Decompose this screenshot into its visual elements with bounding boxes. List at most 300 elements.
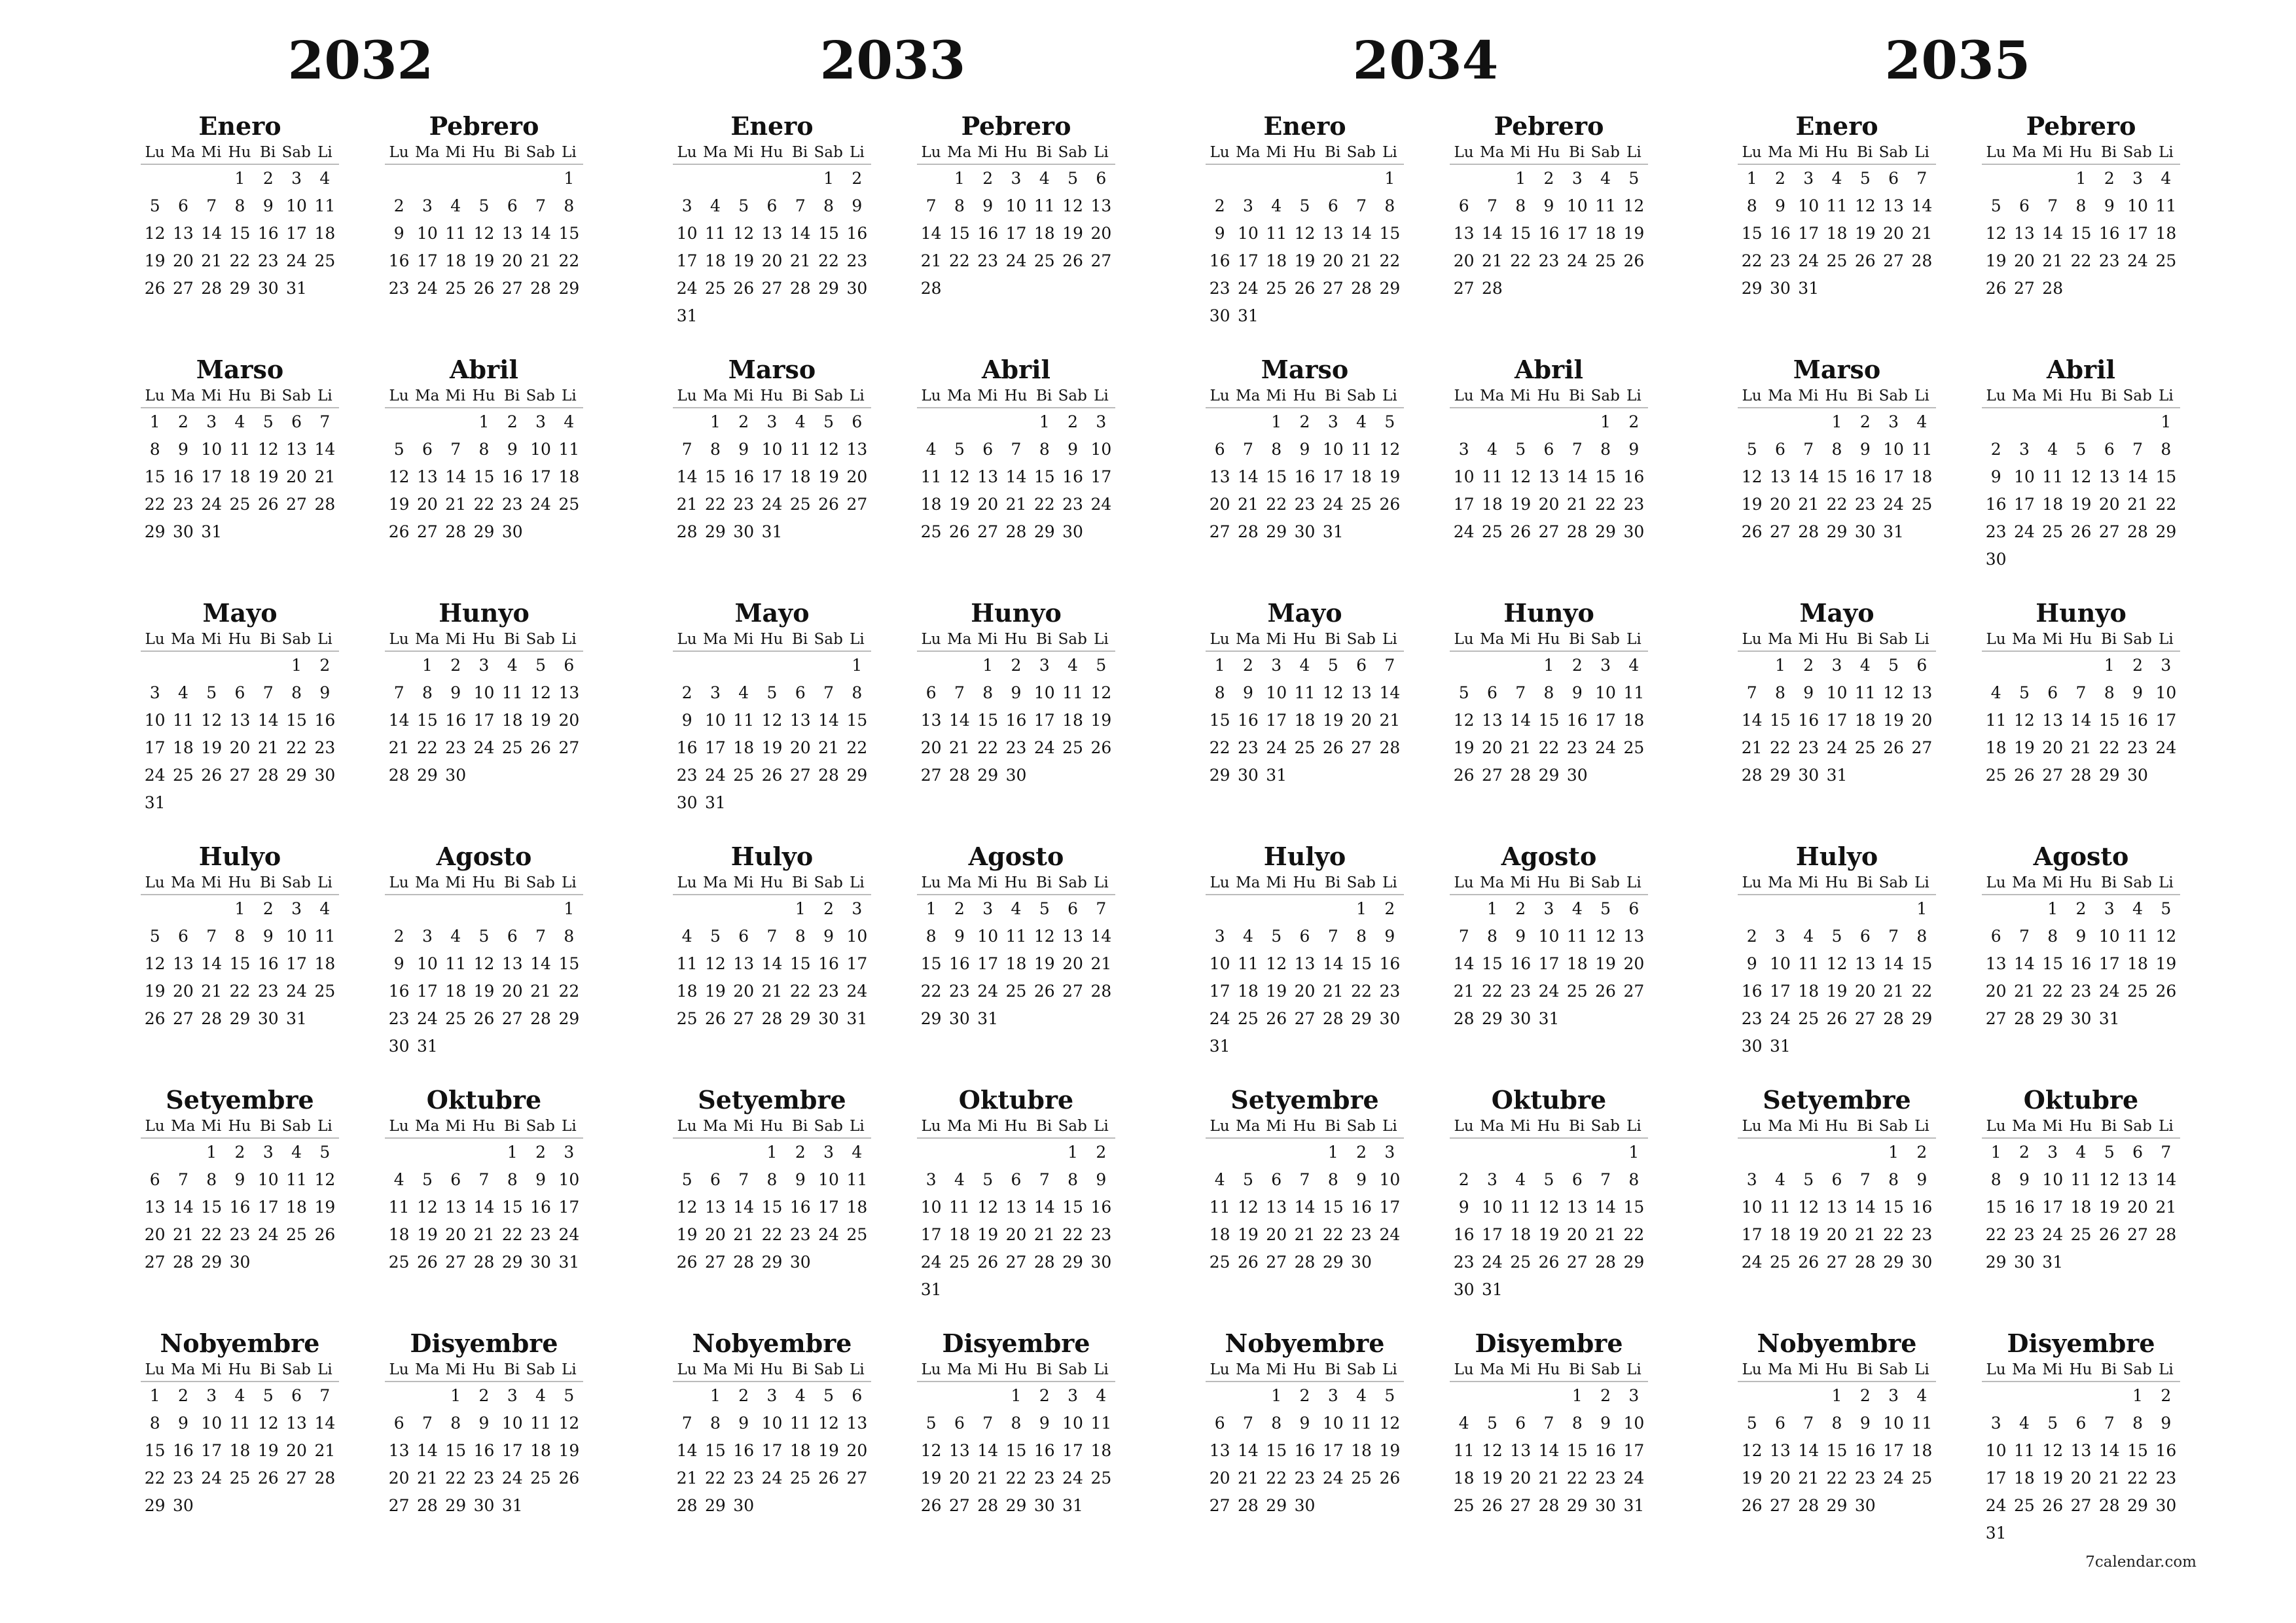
day-cell: 27 [173, 1009, 194, 1028]
day-cell: 6 [2132, 1143, 2144, 1162]
day-cell: 26 [1379, 1469, 1401, 1488]
day-cell: 12 [530, 683, 551, 702]
weekday-label: Ma [415, 1361, 440, 1378]
day-empty [1738, 408, 1766, 436]
month-2034-4 [1450, 355, 1648, 546]
day-cell: 20 [977, 495, 999, 514]
day-cell: 28 [1322, 1009, 1344, 1028]
day-cell: 29 [1005, 1496, 1027, 1515]
month-2035-7 [1738, 842, 1936, 1060]
day-cell: 18 [1595, 224, 1616, 243]
day-cell: 19 [2070, 495, 2092, 514]
day-cell: 22 [705, 495, 726, 514]
day-cell: 9 [393, 954, 404, 973]
weekday-label: Ma [2012, 387, 2037, 404]
day-cell: 22 [1595, 495, 1616, 514]
day-cell: 21 [445, 495, 467, 514]
day-cell: 8 [954, 196, 965, 215]
weekday-label: Mi [1798, 631, 1819, 648]
weekday-label: Lu [677, 1118, 697, 1135]
day-cell: 28 [2070, 766, 2092, 785]
weekday-label: Li [317, 1118, 332, 1135]
weekday-label: Li [1914, 874, 1929, 891]
month-2034-1 [1206, 111, 1404, 330]
day-cell: 13 [846, 440, 868, 459]
weekday-label: Hu [1537, 387, 1560, 404]
day-empty [2039, 408, 2067, 436]
day-cell: 4 [2132, 899, 2144, 918]
day-cell: 13 [388, 1441, 410, 1460]
day-cell: 20 [1482, 738, 1503, 757]
weekday-label: Li [317, 631, 332, 648]
day-cell: 7 [2018, 927, 2030, 946]
day-cell: 12 [1453, 711, 1475, 730]
day-cell: 19 [201, 738, 223, 757]
day-cell: 13 [846, 1414, 868, 1433]
day-empty [1982, 165, 2010, 192]
day-empty [1234, 1382, 1262, 1410]
day-cell: 4 [1458, 1414, 1469, 1433]
day-cell: 23 [949, 982, 970, 1001]
day-grid [385, 408, 583, 546]
day-cell: 4 [1600, 169, 1611, 188]
day-grid [673, 165, 871, 330]
day-cell: 13 [1623, 927, 1645, 946]
day-cell: 19 [1741, 1469, 1763, 1488]
day-cell: 14 [1798, 1441, 1820, 1460]
day-cell: 22 [473, 495, 495, 514]
day-cell: 13 [1266, 1198, 1287, 1217]
day-cell: 6 [1859, 927, 1871, 946]
day-cell: 16 [2014, 1198, 2035, 1217]
day-cell: 11 [676, 954, 698, 973]
day-cell: 24 [1826, 738, 1848, 757]
day-cell: 6 [1774, 1414, 1785, 1433]
day-cell: 6 [1831, 1170, 1842, 1189]
day-cell: 20 [558, 711, 580, 730]
month-2035-12 [1982, 1329, 2180, 1547]
weekday-label: Li [1626, 144, 1641, 161]
weekday-header [1982, 628, 2180, 652]
day-cell: 27 [2042, 766, 2064, 785]
weekday-label: Bi [1035, 631, 1052, 648]
day-cell: 10 [286, 927, 307, 946]
day-cell: 3 [1096, 412, 1107, 431]
day-cell: 4 [709, 196, 721, 215]
day-empty [385, 652, 413, 679]
day-cell: 13 [733, 954, 755, 973]
day-cell: 14 [676, 467, 698, 486]
day-cell: 6 [1628, 899, 1640, 918]
weekday-label: Ma [947, 387, 972, 404]
day-cell: 12 [314, 1170, 336, 1189]
day-cell: 5 [1628, 169, 1640, 188]
month-name: Hulyo [730, 842, 814, 871]
day-cell: 18 [445, 982, 467, 1001]
day-empty [1002, 1139, 1030, 1166]
day-cell: 2 [1515, 899, 1526, 918]
day-cell: 15 [1566, 1441, 1588, 1460]
day-cell: 4 [2047, 440, 2058, 459]
day-empty [141, 652, 169, 679]
day-cell: 13 [1538, 467, 1560, 486]
day-cell: 20 [733, 982, 755, 1001]
day-cell: 4 [1916, 412, 1928, 431]
day-cell: 29 [1566, 1496, 1588, 1515]
day-cell: 10 [201, 1414, 223, 1433]
day-cell: 16 [173, 1441, 194, 1460]
day-cell: 18 [1566, 954, 1588, 973]
day-cell: 15 [1985, 1198, 2007, 1217]
day-empty [1347, 165, 1375, 192]
day-cell: 1 [291, 656, 302, 675]
day-cell: 7 [1011, 440, 1022, 459]
day-cell: 10 [1883, 440, 1904, 459]
year-2033 [628, 0, 1158, 1597]
day-empty [385, 1382, 413, 1410]
day-cell: 17 [1770, 982, 1791, 1001]
day-cell: 24 [2042, 1225, 2064, 1244]
month-name: Nobyembre [1225, 1329, 1385, 1358]
day-cell: 18 [314, 224, 336, 243]
day-empty [1851, 895, 1879, 923]
day-cell: 5 [478, 196, 490, 215]
day-cell: 29 [445, 1496, 467, 1515]
day-cell: 2 [1096, 1143, 1107, 1162]
day-cell: 12 [1741, 1441, 1763, 1460]
day-cell: 16 [2098, 224, 2120, 243]
day-cell: 13 [1510, 1441, 1532, 1460]
day-cell: 26 [473, 1009, 495, 1028]
day-cell: 20 [1062, 954, 1083, 973]
day-cell: 12 [144, 224, 166, 243]
day-cell: 20 [1209, 495, 1230, 514]
day-cell: 19 [1033, 954, 1055, 973]
day-cell: 5 [149, 196, 160, 215]
day-cell: 9 [1067, 440, 1079, 459]
day-cell: 4 [1356, 1386, 1367, 1405]
day-cell: 8 [709, 440, 721, 459]
day-cell: 27 [1538, 522, 1560, 541]
day-empty [141, 1139, 169, 1166]
day-cell: 29 [1826, 522, 1848, 541]
day-grid [1450, 408, 1648, 546]
day-cell: 20 [1322, 251, 1344, 270]
day-cell: 4 [954, 1170, 965, 1189]
day-empty [1535, 1139, 1563, 1166]
day-cell: 4 [852, 1143, 863, 1162]
day-cell: 20 [1770, 495, 1791, 514]
day-cell: 22 [1911, 982, 1933, 1001]
day-cell: 13 [286, 1414, 307, 1433]
day-grid [1738, 408, 1936, 546]
day-cell: 30 [314, 766, 336, 785]
day-cell: 5 [422, 1170, 433, 1189]
day-cell: 31 [1623, 1496, 1645, 1515]
day-cell: 2 [795, 1143, 806, 1162]
day-cell: 2 [319, 656, 331, 675]
weekday-label: Lu [389, 387, 409, 404]
day-cell: 19 [473, 251, 495, 270]
footer-site-credit[interactable]: 7calendar.com [2085, 1554, 2197, 1571]
day-cell: 16 [1854, 1441, 1876, 1460]
day-cell: 3 [1458, 440, 1469, 459]
day-cell: 29 [818, 279, 839, 298]
day-cell: 16 [314, 711, 336, 730]
day-cell: 3 [982, 899, 994, 918]
day-cell: 14 [314, 1414, 336, 1433]
day-cell: 19 [417, 1225, 438, 1244]
weekday-label: Lu [921, 874, 941, 891]
weekday-label: Mi [2042, 874, 2063, 891]
day-cell: 25 [229, 1469, 251, 1488]
day-cell: 24 [2155, 738, 2177, 757]
day-grid [1982, 1382, 2180, 1547]
month-2033-10 [917, 1085, 1115, 1304]
day-cell: 23 [1798, 738, 1820, 757]
day-cell: 2 [823, 899, 834, 918]
day-cell: 7 [2047, 196, 2058, 215]
weekday-label: Ma [947, 144, 972, 161]
day-cell: 6 [1888, 169, 1899, 188]
weekday-label: Mi [2042, 1118, 2063, 1135]
day-cell: 30 [2070, 1009, 2092, 1028]
day-cell: 24 [144, 766, 166, 785]
day-cell: 3 [852, 899, 863, 918]
day-cell: 11 [1798, 954, 1820, 973]
day-cell: 20 [1985, 982, 2007, 1001]
day-cell: 9 [507, 440, 518, 459]
day-empty [974, 1139, 1002, 1166]
day-cell: 14 [2155, 1170, 2177, 1189]
day-cell: 16 [1510, 954, 1532, 973]
day-cell: 8 [1916, 927, 1928, 946]
day-cell: 15 [1379, 224, 1401, 243]
weekday-label: Li [1914, 387, 1929, 404]
day-cell: 1 [1571, 1386, 1583, 1405]
day-cell: 17 [761, 467, 783, 486]
day-cell: 2 [1067, 412, 1079, 431]
day-cell: 5 [564, 1386, 575, 1405]
weekday-label: Ma [1236, 874, 1261, 891]
year-2035 [1693, 0, 2223, 1597]
day-cell: 23 [733, 1469, 755, 1488]
weekday-label: Hu [760, 387, 783, 404]
day-cell: 16 [1351, 1198, 1372, 1217]
weekday-label: Ma [947, 1361, 972, 1378]
month-name: Enero [198, 111, 281, 141]
day-cell: 31 [1883, 522, 1904, 541]
weekday-label: Hu [228, 1118, 251, 1135]
day-cell: 20 [920, 738, 942, 757]
weekday-label: Lu [1986, 1361, 2006, 1378]
day-cell: 26 [530, 738, 551, 757]
day-cell: 6 [1486, 683, 1498, 702]
day-cell: 19 [920, 1469, 942, 1488]
weekday-label: Mi [1510, 631, 1531, 648]
day-cell: 22 [1566, 1469, 1588, 1488]
day-cell: 8 [2161, 440, 2172, 459]
day-cell: 18 [1911, 467, 1933, 486]
weekday-label: Lu [921, 631, 941, 648]
weekday-label: Hu [760, 631, 783, 648]
weekday-label: Li [850, 1361, 865, 1378]
day-empty [169, 652, 197, 679]
day-cell: 17 [1322, 467, 1344, 486]
day-empty [169, 895, 197, 923]
day-grid [1450, 895, 1648, 1033]
day-cell: 14 [1453, 954, 1475, 973]
day-cell: 15 [1741, 224, 1763, 243]
weekday-label: Bi [503, 387, 520, 404]
day-cell: 19 [1266, 982, 1287, 1001]
day-cell: 20 [2098, 495, 2120, 514]
day-cell: 21 [1566, 495, 1588, 514]
day-cell: 2 [852, 169, 863, 188]
day-cell: 23 [1741, 1009, 1763, 1028]
weekday-label: Lu [1742, 144, 1762, 161]
day-cell: 15 [761, 1198, 783, 1217]
day-cell: 6 [393, 1414, 404, 1433]
day-cell: 23 [1854, 495, 1876, 514]
day-cell: 8 [2104, 683, 2115, 702]
weekday-label: Sab [1058, 631, 1087, 648]
day-cell: 1 [478, 412, 490, 431]
day-cell: 14 [2098, 1441, 2120, 1460]
day-grid [385, 895, 583, 1060]
day-cell: 6 [234, 683, 245, 702]
day-cell: 18 [2127, 954, 2148, 973]
day-cell: 21 [530, 251, 551, 270]
day-cell: 16 [1741, 982, 1763, 1001]
month-name: Nobyembre [160, 1329, 320, 1358]
day-empty [2123, 408, 2151, 436]
day-grid [385, 1139, 583, 1276]
day-cell: 6 [709, 1170, 721, 1189]
day-cell: 3 [422, 196, 433, 215]
day-empty [1535, 1382, 1563, 1410]
day-grid [1982, 895, 2180, 1033]
day-cell: 8 [1486, 927, 1498, 946]
year-2034 [1160, 0, 1691, 1597]
day-cell: 25 [676, 1009, 698, 1028]
day-cell: 19 [1985, 251, 2007, 270]
day-cell: 5 [681, 1170, 692, 1189]
day-cell: 1 [234, 169, 245, 188]
day-cell: 7 [681, 440, 692, 459]
day-cell: 20 [501, 982, 523, 1001]
weekday-label: Ma [1480, 144, 1505, 161]
day-cell: 21 [920, 251, 942, 270]
day-cell: 28 [1351, 279, 1372, 298]
day-cell: 12 [417, 1198, 438, 1217]
day-cell: 4 [1242, 927, 1253, 946]
day-cell: 7 [925, 196, 937, 215]
day-cell: 11 [501, 683, 523, 702]
day-cell: 10 [1623, 1414, 1645, 1433]
day-cell: 22 [144, 495, 166, 514]
weekday-label: Bi [259, 1118, 276, 1135]
day-cell: 8 [1831, 1414, 1842, 1433]
day-cell: 16 [1294, 467, 1316, 486]
day-cell: 22 [1538, 738, 1560, 757]
weekday-label: Sab [1058, 387, 1087, 404]
day-cell: 13 [1294, 954, 1316, 973]
day-empty [1206, 408, 1234, 436]
day-cell: 5 [823, 412, 834, 431]
day-empty [701, 1139, 729, 1166]
weekday-label: Mi [2042, 631, 2063, 648]
weekday-label: Sab [1058, 874, 1087, 891]
day-cell: 2 [1384, 899, 1395, 918]
day-cell: 9 [795, 1170, 806, 1189]
day-cell: 15 [558, 224, 580, 243]
day-empty [1738, 895, 1766, 923]
day-empty [1982, 1382, 2010, 1410]
day-cell: 22 [1351, 982, 1372, 1001]
day-cell: 3 [291, 899, 302, 918]
day-cell: 2 [177, 1386, 188, 1405]
day-cell: 4 [291, 1143, 302, 1162]
day-cell: 16 [1209, 251, 1230, 270]
day-cell: 29 [501, 1253, 523, 1272]
day-cell: 28 [530, 279, 551, 298]
weekday-header [385, 872, 583, 895]
day-cell: 16 [2070, 954, 2092, 973]
weekday-label: Sab [1878, 631, 1908, 648]
weekday-label: Mi [2042, 387, 2063, 404]
day-cell: 27 [286, 495, 307, 514]
day-cell: 11 [1033, 196, 1055, 215]
weekday-label: Hu [1825, 387, 1848, 404]
day-empty [1450, 408, 1478, 436]
day-cell: 3 [1571, 169, 1583, 188]
day-cell: 1 [982, 656, 994, 675]
day-cell: 15 [949, 224, 970, 243]
weekday-label: Ma [1768, 631, 1793, 648]
day-cell: 27 [229, 766, 251, 785]
day-cell: 1 [450, 1386, 461, 1405]
day-empty [498, 165, 526, 192]
day-cell: 19 [1510, 495, 1532, 514]
day-grid [141, 652, 339, 817]
weekday-label: Ma [703, 144, 728, 161]
day-cell: 12 [558, 1414, 580, 1433]
day-cell: 12 [2014, 711, 2035, 730]
day-cell: 22 [1623, 1225, 1645, 1244]
weekday-label: Sab [526, 874, 555, 891]
day-cell: 11 [1985, 711, 2007, 730]
day-cell: 29 [1351, 1009, 1372, 1028]
day-cell: 21 [1238, 495, 1259, 514]
weekday-label: Lu [1742, 1118, 1762, 1135]
day-empty [1563, 408, 1591, 436]
day-cell: 28 [1482, 279, 1503, 298]
day-cell: 3 [1242, 196, 1253, 215]
weekday-header [1738, 872, 1936, 895]
day-cell: 22 [144, 1469, 166, 1488]
weekday-label: Ma [2012, 874, 2037, 891]
day-cell: 22 [1266, 495, 1287, 514]
day-empty [226, 652, 254, 679]
day-cell: 15 [1510, 224, 1532, 243]
day-cell: 27 [1322, 279, 1344, 298]
day-cell: 11 [1623, 683, 1645, 702]
day-cell: 7 [319, 412, 331, 431]
day-cell: 4 [1356, 412, 1367, 431]
day-cell: 18 [2070, 1198, 2092, 1217]
day-cell: 5 [2104, 1143, 2115, 1162]
